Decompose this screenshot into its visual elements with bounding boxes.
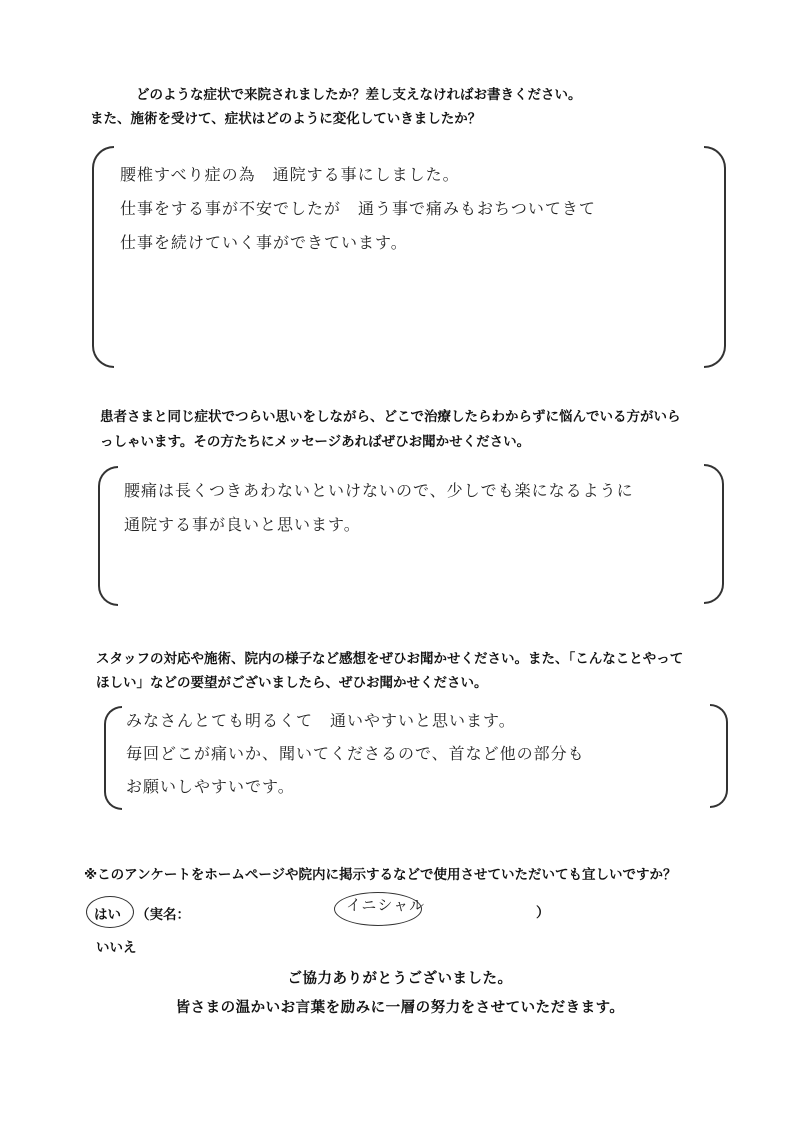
question-2-line-2: っしゃいます。その方たちにメッセージあればぜひお聞かせください。	[100, 434, 531, 450]
answer-3-bracket-right	[710, 704, 728, 808]
consent-close-paren: ）	[536, 905, 550, 921]
answer-3-line-1: みなさんとても明るくて 通いやすいと思います。	[126, 711, 516, 730]
answer-2-bracket-right	[704, 464, 724, 604]
answer-3-line-3: お願いしやすいです。	[126, 777, 295, 796]
answer-2-line-1: 腰痛は長くつきあわないといけないので、少しでも楽になるように	[124, 481, 634, 500]
answer-1	[120, 158, 596, 260]
answer-1-line-1: 腰椎すべり症の為 通院する事にしました。	[120, 165, 460, 184]
answer-1-line-2: 仕事をする事が不安でしたが 通う事で痛みもおちついてきて	[120, 199, 596, 218]
consent-initial-circle	[334, 892, 422, 926]
consent-initial-handwritten: イニシャル	[346, 896, 426, 914]
question-3-line-1: スタッフの対応や施術、院内の様子など感想をぜひお聞かせください。また、「こんなことやって	[96, 651, 684, 667]
consent-yes: はい	[94, 907, 121, 923]
question-1-line-1: どのような症状で来院されましたか？差し支えなければお書きください。	[136, 87, 582, 103]
answer-1-bracket-left	[92, 146, 114, 368]
question-2-line-1: 患者さまと同じ症状でつらい思いをしながら、どこで治療したらわからずに悩んでいる方がいら	[100, 409, 681, 425]
thanks-line-2: 皆さまの温かいお言葉を励みに一層の努力をさせていただきます。	[175, 1000, 625, 1016]
answer-1-bracket-right	[704, 146, 726, 368]
answer-2	[124, 474, 634, 542]
answer-3	[126, 704, 585, 803]
consent-question: ※このアンケートをホームページや院内に掲示するなどで使用させていただいても宜しいですか？	[84, 867, 677, 883]
answer-2-line-2: 通院する事が良いと思います。	[124, 515, 361, 534]
consent-no: いいえ	[96, 940, 137, 956]
consent-realname-label: （実名：	[136, 907, 190, 923]
answer-1-line-3: 仕事を続けていく事ができています。	[120, 233, 408, 252]
answer-2-bracket-left	[98, 466, 118, 606]
question-1-line-2: また、施術を受けて、症状はどのように変化していきましたか？	[90, 111, 482, 127]
question-3-line-2: ほしい」などの要望がございましたら、ぜひお聞かせください。	[96, 675, 488, 691]
thanks-line-1: ご協力ありがとうございました。	[287, 971, 513, 987]
answer-3-line-2: 毎回どこが痛いか、聞いてくださるので、首など他の部分も	[126, 744, 585, 763]
answer-3-bracket-left	[104, 706, 122, 810]
consent-yes-circle	[86, 896, 134, 928]
